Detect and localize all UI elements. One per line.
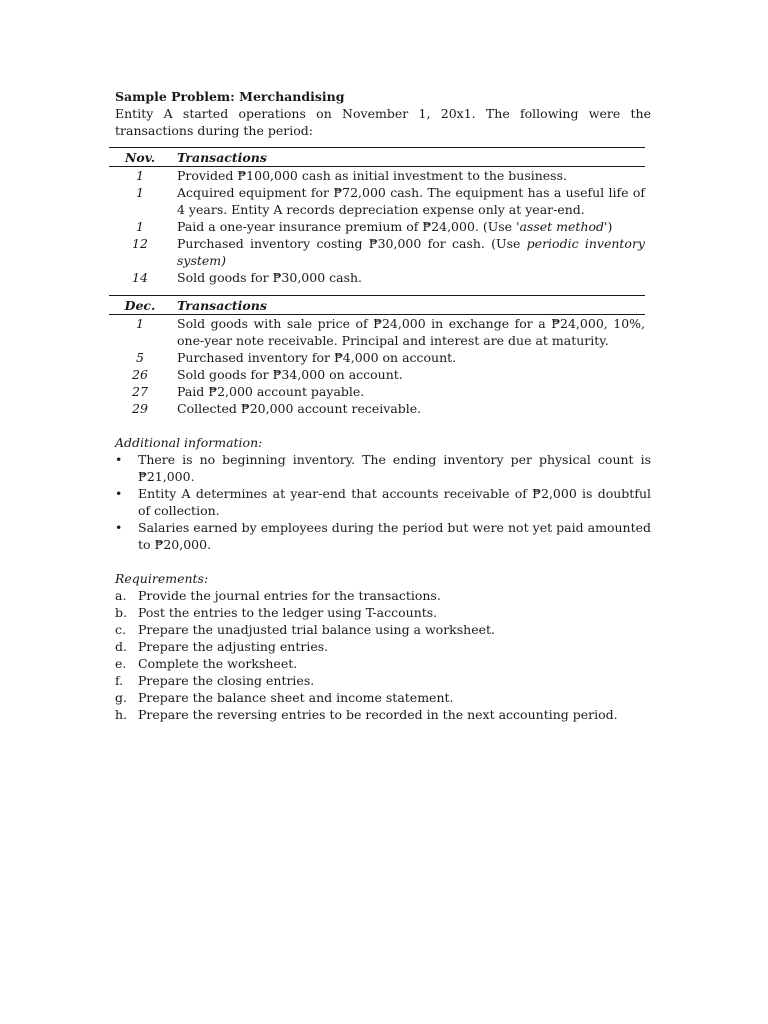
table-row	[109, 366, 645, 383]
additional-info-list	[115, 451, 651, 553]
item-text: Prepare the unadjusted trial balance using a worksheet.	[138, 622, 496, 637]
table-row	[109, 218, 645, 235]
row-transaction: Collected ₱20,000 account receivable.	[177, 401, 422, 416]
item-letter: f.	[115, 673, 124, 688]
list-item-text: Salaries earned by employees during the period but were not yet paid amounted to ₱20,000.	[138, 520, 651, 552]
row-date: 29	[132, 401, 148, 416]
bullet-icon: •	[115, 452, 123, 467]
dec-transactions-header: Transactions	[177, 298, 267, 313]
item-letter: g.	[115, 690, 127, 705]
list-item	[115, 689, 651, 706]
row-text-end: )	[607, 219, 613, 234]
list-item	[115, 604, 651, 621]
bullet-icon: •	[115, 486, 123, 501]
row-transaction: Acquired equipment for ₱72,000 cash. The equipment has a useful life of 4 years. Entity A records depreciation expense only at year-end.	[177, 185, 645, 217]
item-letter: h.	[115, 707, 128, 722]
requirements-label: Requirements:	[115, 571, 209, 586]
row-transaction: Provided ₱100,000 cash as initial investment to the business.	[177, 168, 567, 183]
bullet-icon: •	[115, 520, 123, 535]
table-row	[109, 400, 645, 417]
item-text: Complete the worksheet.	[138, 656, 298, 671]
list-item-text: Entity A determines at year-end that accounts receivable of ₱2,000 is doubtful of collection.	[138, 486, 651, 518]
row-date: 1	[136, 219, 144, 234]
item-letter: a.	[115, 588, 127, 603]
row-text: Paid a one-year insurance premium of ₱24,000. (Use	[177, 219, 517, 234]
nov-date-header: Nov.	[124, 150, 156, 165]
row-transaction: Paid ₱2,000 account payable.	[177, 384, 365, 399]
item-text: Prepare the adjusting entries.	[138, 639, 329, 654]
item-text: Post the entries to the ledger using T-accounts.	[138, 605, 438, 620]
nov-transactions-table	[109, 147, 645, 286]
list-item	[115, 706, 651, 723]
list-item	[115, 485, 651, 519]
row-transaction	[171, 235, 645, 269]
row-date: 1	[136, 316, 144, 331]
row-text-italic: 'asset method'	[516, 219, 608, 234]
item-text: Prepare the balance sheet and income statement.	[138, 690, 454, 705]
list-item	[115, 587, 651, 604]
additional-info-label: Additional information:	[115, 435, 263, 450]
list-item	[115, 621, 651, 638]
nov-transactions-header: Transactions	[177, 150, 267, 165]
nov-table-header	[109, 147, 645, 167]
row-date: 1	[136, 168, 144, 183]
row-transaction: Sold goods for ₱30,000 cash.	[177, 270, 363, 285]
item-text: Prepare the reversing entries to be recorded in the next accounting period.	[138, 707, 618, 722]
table-row	[109, 184, 645, 218]
row-transaction: Sold goods for ₱34,000 on account.	[177, 367, 403, 382]
table-row	[109, 167, 645, 184]
list-item-text: There is no beginning inventory. The ending inventory per physical count is ₱21,000.	[138, 452, 651, 484]
document-title: Sample Problem: Merchandising	[115, 89, 345, 104]
item-text: Provide the journal entries for the transactions.	[138, 588, 441, 603]
list-item	[115, 655, 651, 672]
dec-transactions-table	[109, 295, 645, 417]
item-letter: e.	[115, 656, 127, 671]
row-date: 27	[132, 384, 148, 399]
row-date: 26	[132, 367, 148, 382]
requirements-list	[115, 587, 651, 723]
list-item	[115, 519, 651, 553]
row-date: 5	[136, 350, 144, 365]
item-letter: d.	[115, 639, 127, 654]
item-letter: c.	[115, 622, 126, 637]
row-date: 14	[132, 270, 148, 285]
row-date: 1	[136, 185, 144, 200]
table-row	[109, 235, 645, 269]
list-item	[115, 638, 651, 655]
item-text: Prepare the closing entries.	[138, 673, 315, 688]
item-letter: b.	[115, 605, 127, 620]
row-transaction: Sold goods with sale price of ₱24,000 in exchange for a ₱24,000, 10%, one-year note receivable. Principal and interest are due at maturity.	[177, 316, 645, 348]
table-row	[109, 269, 645, 286]
intro-paragraph: Entity A started operations on November 1, 20x1. The following were the transactions during the period:	[115, 106, 651, 138]
document-page	[115, 88, 651, 723]
dec-table-header	[109, 295, 645, 315]
row-text-italic: periodic inventory system)	[177, 236, 645, 268]
row-transaction	[171, 218, 645, 235]
list-item	[115, 451, 651, 485]
table-row	[109, 349, 645, 366]
table-row	[109, 383, 645, 400]
row-text: Purchased inventory costing ₱30,000 for cash. (Use	[177, 236, 527, 251]
dec-date-header: Dec.	[124, 298, 156, 313]
row-date: 12	[132, 236, 148, 251]
table-row	[109, 315, 645, 349]
row-transaction: Purchased inventory for ₱4,000 on account.	[177, 350, 457, 365]
list-item	[115, 672, 651, 689]
